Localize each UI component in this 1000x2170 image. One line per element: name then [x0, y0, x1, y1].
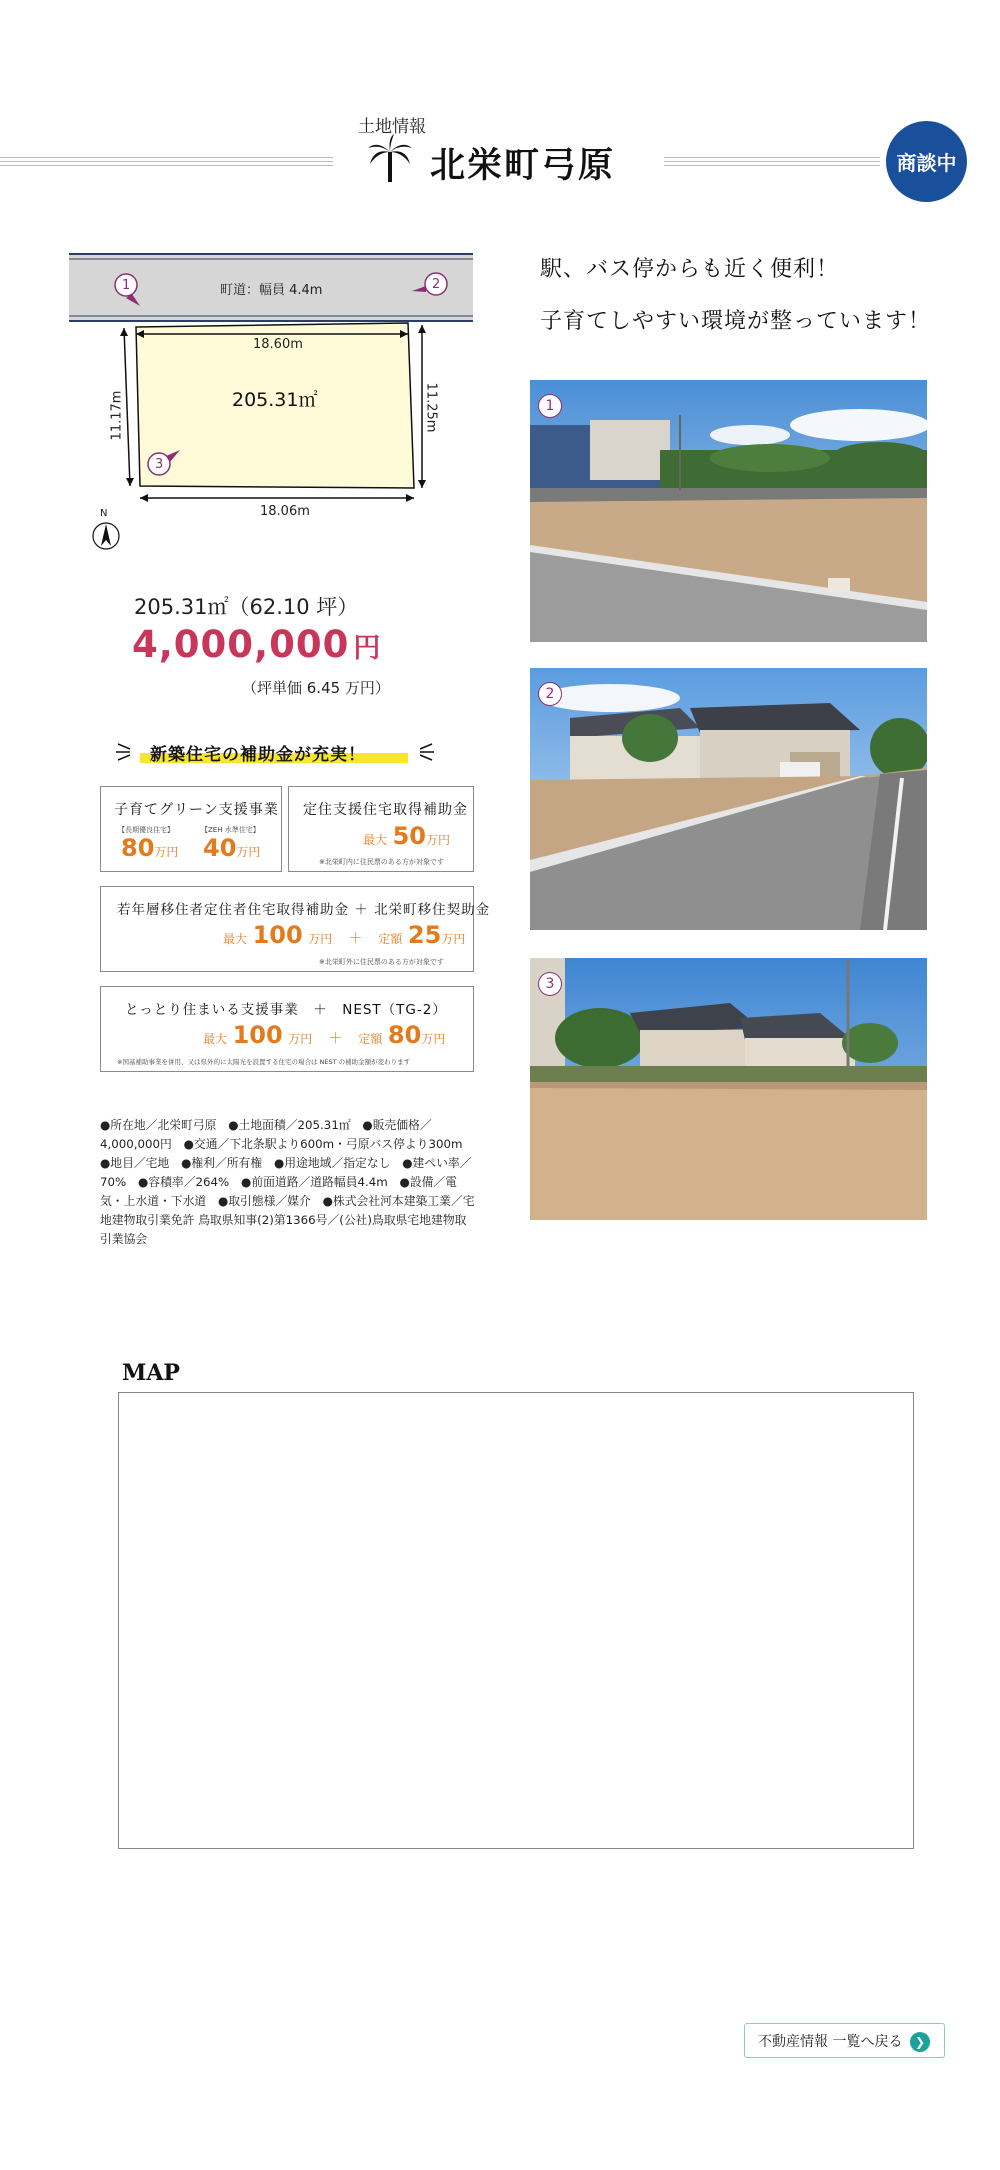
site-photo-3-image: [530, 958, 927, 1220]
photo-number: 1: [538, 394, 562, 418]
chevron-right-icon: ❯: [910, 2032, 930, 2052]
subsidy-title: 定住支援住宅取得補助金: [303, 802, 468, 818]
subsidy-fixed-label: 定額: [378, 932, 403, 946]
left-depth-label: 11.17m: [109, 390, 125, 441]
back-to-list-label: 不動産情報 一覧へ戻る: [758, 2033, 903, 2050]
subsidy-box-tottori-nest: [100, 986, 474, 1072]
subsidy-tag: 【長期優良住宅】: [118, 826, 174, 834]
map-frame[interactable]: [118, 1392, 914, 1849]
plus-sign: ＋: [348, 931, 363, 947]
header-rule-left: [0, 157, 333, 166]
marker-1-label: 1: [122, 278, 131, 293]
status-badge: 商談中: [886, 121, 967, 202]
banner-burst-left-icon: [116, 740, 138, 764]
palm-tree-icon: [366, 134, 414, 184]
subsidy-amount-unit: 万円: [426, 833, 451, 847]
subsidy-amount: [203, 834, 260, 862]
road-label: 町道：幅員 4.4m: [220, 283, 323, 298]
subsidy-amount-value: 25: [407, 921, 442, 949]
page-title: 北栄町弓原: [430, 145, 616, 186]
subsidy-amount-unit: 万円: [236, 845, 261, 859]
back-to-list-button[interactable]: [744, 2023, 945, 2058]
subsidy-amount-value: 100: [252, 921, 303, 949]
subsidy-amount-value: 40: [203, 834, 237, 862]
site-photo-3: [530, 958, 927, 1220]
site-photo-2-image: [530, 668, 927, 930]
subsidy-amount-value: 50: [392, 822, 426, 850]
category-label: 土地情報: [358, 117, 426, 137]
subsidy-note: ※北栄町内に住民票のある方が対象です: [319, 858, 444, 866]
subsidy-max-label: 最大: [363, 833, 388, 847]
catch-copy-1: 駅、バス停からも近く便利！: [540, 257, 840, 282]
north-label: N: [100, 508, 108, 519]
catch-copy-2: 子育てしやすい環境が整っています！: [540, 309, 932, 334]
banner-burst-right-icon: [412, 740, 434, 764]
price-value: 4,000,000: [132, 623, 350, 666]
subsidy-box-child-green: [100, 786, 282, 872]
subsidy-box-young-migrant: [100, 886, 491, 972]
lot-area-label: 205.31㎡: [232, 389, 318, 411]
subsidy-amount-unit: 万円: [421, 1032, 446, 1046]
subsidy-note: ※国基補助事業を併用、又は県外的に太陽光を設置する住宅の場合は NEST の補助金額が変わります: [117, 1058, 411, 1066]
subsidy-amount-unit: 万円: [154, 845, 179, 859]
photo-number: 3: [538, 972, 562, 996]
subsidy-amount: [203, 1021, 445, 1049]
subsidy-amount: [121, 834, 178, 862]
subsidy-fixed-label: 定額: [358, 1032, 383, 1046]
subsidy-title: 若年層移住者定住者住宅取得補助金 ＋ 北栄町移住契助金: [117, 902, 491, 918]
photo-number: 2: [538, 682, 562, 706]
subsidy-tag: 【ZEH 水準住宅】: [201, 826, 260, 834]
subsidy-note: ※北栄町外に住民票のある方が対象です: [319, 958, 444, 966]
subsidy-title: とっとり住まいる支援事業 ＋ NEST（TG-2）: [125, 1002, 447, 1018]
subsidy-amount-value: 80: [387, 1021, 422, 1049]
subsidy-amount-value: 80: [121, 834, 155, 862]
subsidy-title: 子育てグリーン支援事業: [114, 802, 279, 818]
header-rule-right: [664, 157, 880, 166]
site-photo-2: [530, 668, 927, 930]
price: [132, 623, 381, 666]
subsidy-amount-unit: 万円: [441, 932, 466, 946]
subsidy-amount: [363, 822, 450, 850]
property-details: ●所在地／北栄町弓原 ●土地面積／205.31㎡ ●販売価格／4,000,000円 ●交通／下北条駅より600m・弓原バス停より300m ●地目／宅地 ●権利／所有権 ●用途地域／指定なし ●建ぺい率／70% ●容積率／264% ●前面道路／道路幅員4.4m ●設備／電気・上水道・下水道 ●取引態様／媒介 ●株式会社河本建築工業／宅地建物取引業免許 鳥取県知事(2)第1366号／(公社)鳥取県宅地建物取引業協会: [100, 1118, 475, 1246]
subsidy-max-label: 最大: [203, 1032, 228, 1046]
unit-price: （坪単価 6.45 万円）: [242, 679, 390, 697]
subsidy-box-settlement: [288, 786, 474, 872]
subsidy-amount-value: 100: [232, 1021, 283, 1049]
subsidy-banner: 新築住宅の補助金が充実！: [150, 745, 366, 765]
plus-sign: ＋: [328, 1031, 343, 1047]
top-width-label: 18.60m: [253, 337, 303, 352]
subsidy-amount: [223, 921, 465, 949]
subsidy-amount-unit: 万円: [308, 932, 333, 946]
subsidy-max-label: 最大: [223, 932, 248, 946]
marker-2-label: 2: [432, 277, 441, 292]
right-depth-label: 11.25m: [423, 382, 439, 433]
price-unit: 円: [353, 633, 382, 664]
marker-3-label: 3: [155, 457, 164, 472]
site-photo-1: [530, 380, 927, 642]
map-heading: MAP: [122, 1360, 180, 1386]
subsidy-amount-unit: 万円: [288, 1032, 313, 1046]
bottom-width-label: 18.06m: [260, 504, 310, 519]
site-photo-1-image: [530, 380, 927, 642]
area-summary: 205.31㎡（62.10 坪）: [134, 595, 359, 619]
